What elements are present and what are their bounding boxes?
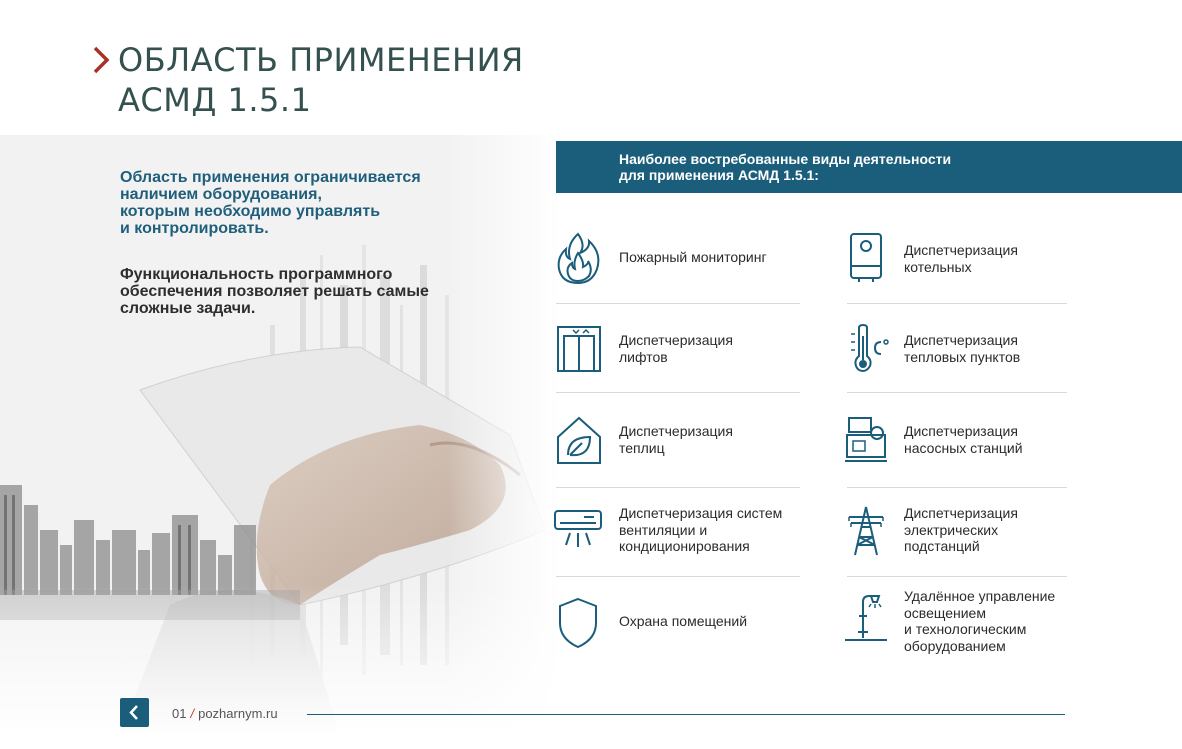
activity-label [619,505,782,555]
functionality-line: сложные задачи. [120,300,256,317]
activity-label-line: насосных станций [904,439,1023,456]
boiler-icon [841,232,891,286]
pump-station-icon [841,415,891,469]
activity-label-line: теплиц [619,439,665,456]
activity-label-line: кондиционирования [619,538,750,554]
footer-rule [307,714,1065,715]
divider [847,576,1067,577]
intro-line: Область применения ограничивается [120,169,421,186]
chevron-right-icon [92,46,110,74]
activity-label-line: Диспетчеризация [904,332,1018,348]
banner-heading [619,151,951,183]
divider [556,576,800,577]
activities-banner [556,141,1182,193]
intro-line: которым необходимо управлять [120,203,381,220]
activity-item-remote-control [841,588,1077,668]
activity-item-fire-monitoring [556,231,801,311]
activity-item-boilers [841,232,1067,312]
divider [847,392,1067,393]
activity-label-line: Диспетчеризация [904,242,1018,258]
activity-label-line: Диспетчеризация [619,423,733,439]
divider [556,303,800,304]
activity-label-line: тепловых пунктов [904,348,1021,365]
activity-label-line: Диспетчеризация [619,332,733,348]
thermometer-icon [841,324,891,378]
intro-line: и контролировать. [120,220,269,237]
functionality-line: Функциональность программного [120,266,393,283]
website-link[interactable]: pozharnym.ru [198,706,278,721]
activity-item-ventilation [554,505,801,585]
divider [847,303,1067,304]
activity-label [619,249,767,266]
activity-label-line: Диспетчеризация систем [619,505,783,521]
activity-item-greenhouses [556,415,801,495]
activity-label-line: котельных [904,258,972,275]
banner-line: для применения АСМД 1.5.1: [619,167,819,183]
page-title-line: ОБЛАСТЬ ПРИМЕНЕНИЯ [118,41,524,79]
chevron-left-icon [120,698,149,727]
greenhouse-icon [556,415,606,469]
power-tower-icon [841,505,891,559]
elevator-icon [556,324,606,378]
page-number: 01 [172,706,187,721]
footer-separator: / [190,706,195,721]
activity-label [619,332,733,365]
divider [847,487,1067,488]
activity-label-line: освещением [904,604,986,621]
activity-label-line: Диспетчеризация [904,505,1018,521]
activity-label [904,242,1018,275]
page-footer [172,706,278,721]
page-title-line: АСМД 1.5.1 [118,81,312,119]
activity-label-line: вентиляции и [619,521,708,538]
activity-label-line: Охрана помещений [619,613,748,629]
functionality-text [120,266,480,317]
page-title [118,40,524,120]
activity-label [619,613,747,630]
street-lamp-icon [841,588,891,642]
air-conditioner-icon [554,505,604,559]
activity-label [904,588,1055,654]
activity-label-line: Диспетчеризация [904,423,1018,439]
divider [556,392,800,393]
functionality-line: обеспечения позволяет решать самые [120,283,429,300]
activity-label-line: Удалённое управление [904,588,1056,604]
back-button[interactable] [120,698,149,727]
activity-label [619,423,733,456]
activity-label [904,505,1018,555]
activity-label-line: и технологическим [904,621,1027,637]
activity-label-line: оборудованием [904,637,1006,654]
activity-item-pump-stations [841,415,1067,495]
banner-line: Наиболее востребованные виды деятельности [619,151,952,167]
activity-item-substations [841,505,1067,585]
activity-label [904,332,1020,365]
activity-label-line: лифтов [619,348,668,365]
activity-item-security [556,597,801,677]
shield-icon [556,597,606,651]
activity-label-line: электрических [904,521,999,538]
activity-label [904,423,1023,456]
divider [556,487,800,488]
flame-icon [556,231,606,285]
intro-text [120,169,480,237]
activity-label-line: подстанций [904,538,980,554]
intro-line: наличием оборудования, [120,186,322,203]
activity-label-line: Пожарный мониторинг [619,249,767,265]
